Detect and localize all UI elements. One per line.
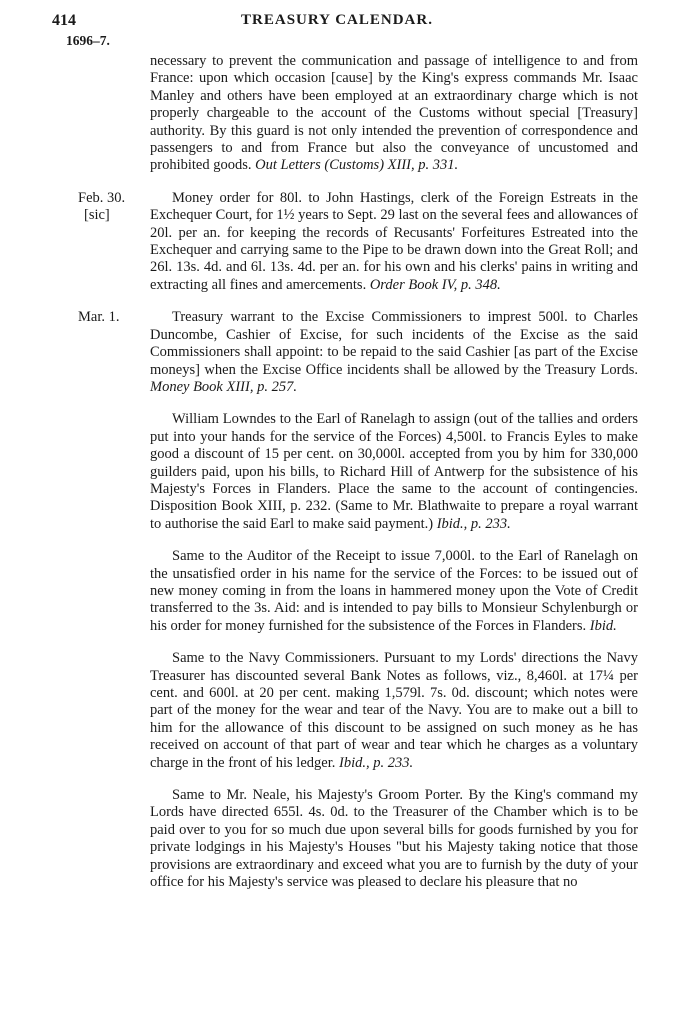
entry-date-note: [sic] [84,207,110,224]
entry-excise-warrant [78,309,638,396]
entry-text [150,548,638,635]
entry-text [150,53,638,175]
entry-body: Same to the Navy Commissioners. Pursuant to my Lords' directions the Navy Treasurer has discounted several Bank Notes as follows, viz., 8,460l. at 17¼ per cent. and 600l. at 20 per cent. making 1,579l. 7s. 0d. discount; which notes were part of the money for the wear and tear of the Navy. You are to make out a bill to him for the allowance of this discount to be assigned on such money as he has received on account of that part of wear and tear which he charges as a voluntary charge in the front of his ledger. [150,650,638,771]
entry-source: Ibid., p. 233. [436,515,511,532]
entry-source: Order Book IV, p. 348. [369,276,501,293]
entry-body: Same to the Auditor of the Receipt to issue 7,000l. to the Earl of Ranelagh on the unsatisfied order in his name for the service of the Forces: to be issued out of new money coming in from the loans in hammered money upon the Vote of Credit transferred to the 3s. Aid: and is intended to pay bills to Monsieur Schylenburgh or his order for money furnished for the subsistence of the Forces in Flanders. [150,548,638,634]
entry-date-label: Feb. 30. [78,189,126,206]
entry-text [150,411,638,533]
entry-body: Money order for 80l. to John Hastings, clerk of the Foreign Estreats in the Exchequer Court, for 1½ years to Sept. 29 last on the several fees and allowances of 20l. per an. for keeping the records of Recusants' Forfeitures Estreated into the Exchequer and carrying same to the Pipe to be drawn down into the Great Roll; and 26l. 13s. 4d. and 6l. 13s. 4d. per an. for his own and his clerks' pains in writing and extracting all fines and amercements. [150,189,639,293]
entry-date-label: Mar. 1. [78,309,120,326]
entry-text [150,650,638,772]
entry-source: Ibid. [589,617,617,634]
entry-groom-porter [150,787,638,891]
page-body [78,53,639,906]
running-title: TREASURY CALENDAR. [241,12,433,28]
year-range: 1696–7. [66,33,110,48]
entry-body: Same to Mr. Neale, his Majesty's Groom Porter. By the King's command my Lords have directed 655l. 4s. 0d. to the Treasurer of the Chamber which is to be paid over to you for so much due upon several bills for goods furnished by you for private lodgings in his Majesty's Houses "but his Majesty taking notice that those provisions are extraordinary and exceed what you are to furnish by the duty of your office for his Majesty's service was pleased to declare his pleasure that no [150,787,638,891]
entry-navy-commissioners [150,650,638,772]
page-number: 414 [52,12,76,29]
entry-money-order-hastings [78,189,639,294]
entry-text [150,190,638,294]
entry-source: Out Letters (Customs) XIII, p. 331. [255,157,459,174]
entry-auditor-receipt [150,548,638,635]
entry-text [150,787,638,891]
entry-body: Treasury warrant to the Excise Commissioners to imprest 500l. to Charles Duncombe, Cashier of Excise, for such incidents of the Excise as the said Commissioners shall appoint: to be repaid to the said Cashier [as part of the Excise moneys] when the Excise Office incidents shall be allowed by the Treasury Lords. [150,309,638,378]
entry-customs-guard [150,53,638,175]
entry-source: Money Book XIII, p. 257. [150,378,297,395]
entry-source: Ibid., p. 233. [338,754,414,771]
entry-text [150,309,638,396]
entry-date [78,309,146,326]
entry-date [78,190,146,225]
entry-body: necessary to prevent the communication and passage of intelligence to and from France: upon which occasion [cause] by the King's express commands Mr. Isaac Manley and others have been employed at an extraordinary charge which is not properly chargeable to the account of the Customs without special [Treasury] authority. By this guard is not only intended the prevention of correspondence and passengers to and from France but also the conveyance of uncustomed and prohibited goods. [150,53,638,174]
entry-lowndes-ranelagh [150,411,638,533]
entry-body: William Lowndes to the Earl of Ranelagh to assign (out of the tallies and orders put into your hands for the service of the Forces) 4,500l. to Francis Eyles to make good a discount of 15 per cent. on 30,000l. accepted from you by him for 330,000 guilders paid, upon his bills, to Richard Hill of Antwerp for the subsistence of his Majesty's Forces in Flanders. Place the same to the account of contingencies. Disposition Book XIII, p. 232. (Same to Mr. Blathwaite to prepare a royal warrant to authorise the said Earl to make said payment.) [150,411,638,532]
